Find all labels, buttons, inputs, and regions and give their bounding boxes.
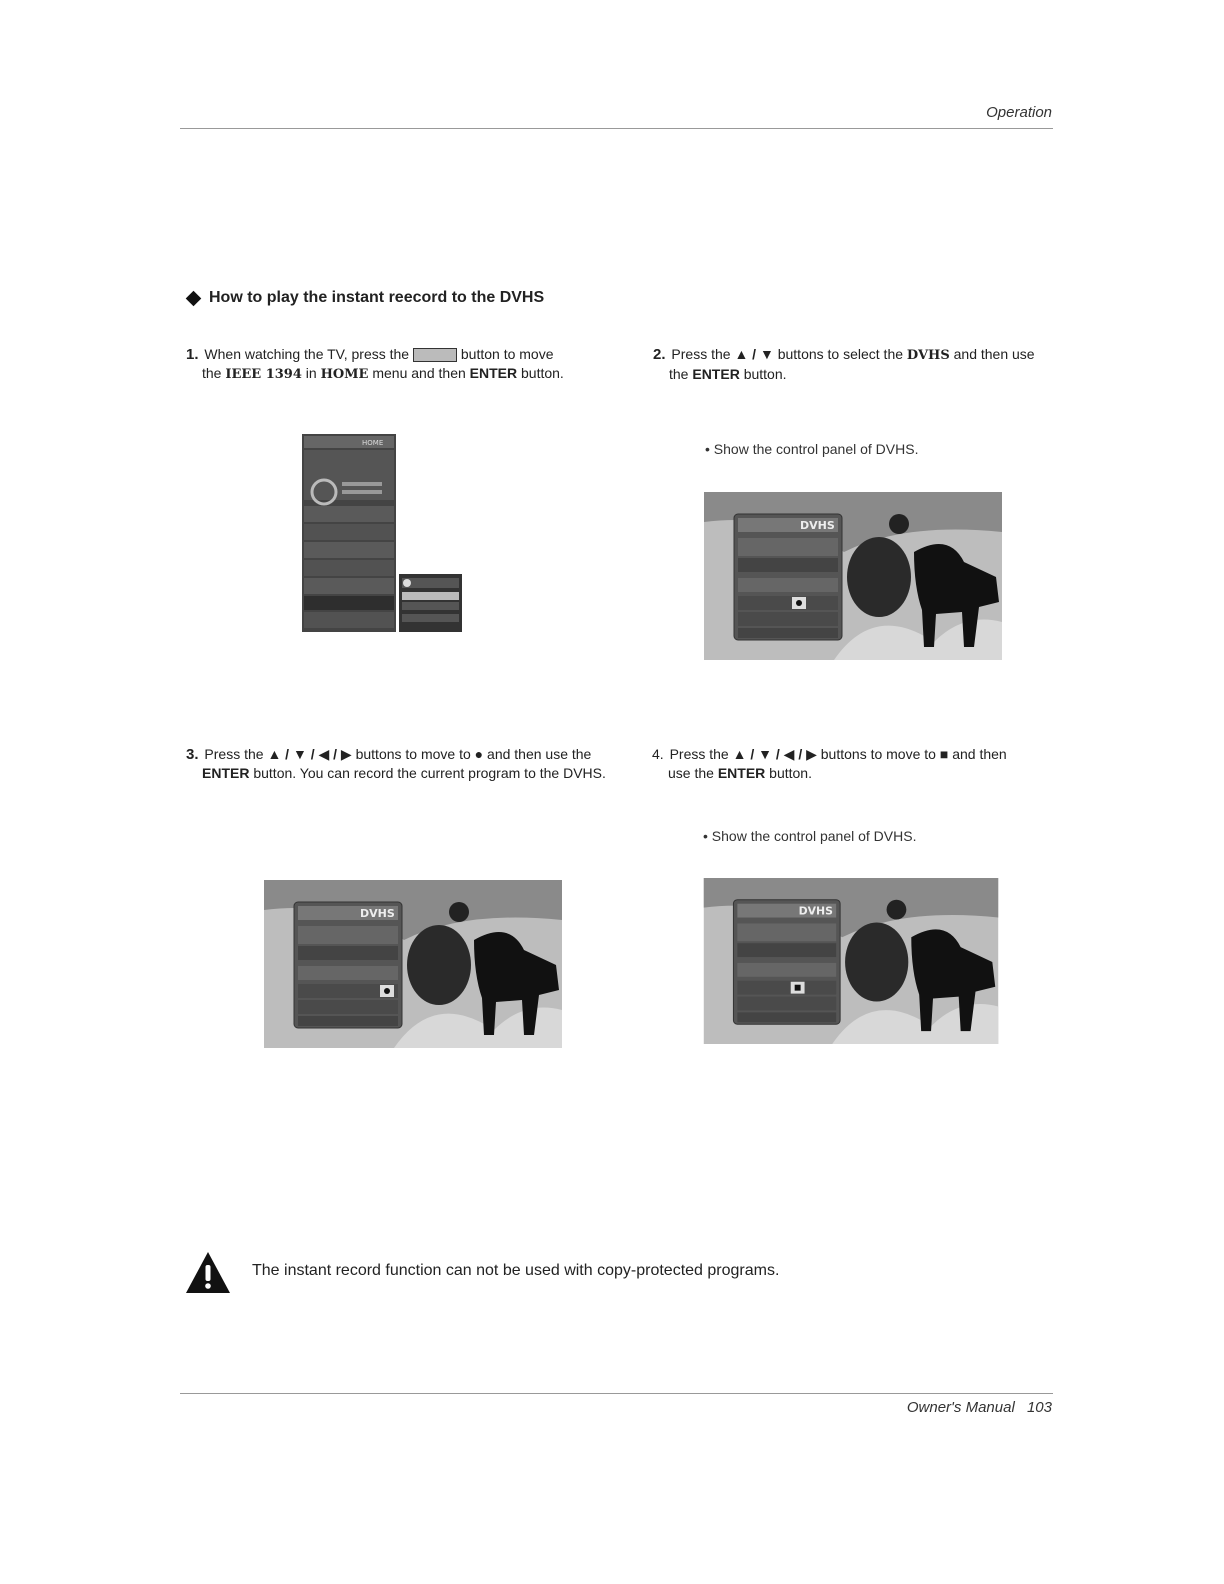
dvhs-label: DVHS bbox=[906, 348, 950, 363]
dvhs-panel-graphic bbox=[704, 492, 1002, 660]
step-text: Press the bbox=[204, 746, 264, 762]
section-header: Operation bbox=[986, 104, 1052, 121]
dvhs-panel-label: DVHS bbox=[800, 519, 835, 532]
enter-label: ENTER bbox=[202, 765, 250, 781]
page-number: 103 bbox=[1026, 1399, 1052, 1416]
step-text: button. You can record the current program to the DVHS. bbox=[253, 765, 606, 781]
step-1 bbox=[186, 345, 636, 384]
step-2-note: • Show the control panel of DVHS. bbox=[705, 441, 919, 457]
step-text: Press the bbox=[669, 746, 729, 762]
step-text: and then use the bbox=[487, 746, 592, 762]
step-text: When watching the TV, press the bbox=[204, 346, 410, 362]
dvhs-panel-screenshot-2 bbox=[264, 880, 562, 1048]
step-text: button. bbox=[743, 366, 787, 382]
warning-icon bbox=[185, 1250, 231, 1294]
warning-text: The instant record function can not be used with copy-protected programs. bbox=[252, 1262, 780, 1279]
diamond-bullet-icon bbox=[186, 290, 202, 306]
arrow-keys-icon: ▲ / ▼ / ◀ / ▶ bbox=[732, 746, 817, 762]
record-symbol-icon: ● bbox=[474, 746, 484, 762]
step-4 bbox=[652, 745, 1062, 783]
manual-name: Owner's Manual bbox=[906, 1399, 1015, 1416]
step-number: 1. bbox=[186, 346, 199, 363]
section-title bbox=[188, 289, 544, 307]
step-text: in bbox=[305, 365, 317, 381]
arrow-keys-icon: ▲ / ▼ bbox=[734, 346, 774, 362]
step-text: button. bbox=[769, 765, 812, 781]
step-number: 2. bbox=[653, 346, 666, 363]
step-text: buttons to move to bbox=[820, 746, 936, 762]
step-text: the bbox=[669, 366, 689, 382]
section-title-text: How to play the instant reecord to the DVHS bbox=[209, 289, 545, 306]
remote-button-icon bbox=[413, 348, 457, 362]
step-number: 3. bbox=[186, 746, 199, 763]
footer-rule bbox=[180, 1393, 1053, 1394]
dvhs-panel-label: DVHS bbox=[360, 907, 395, 920]
dvhs-panel-screenshot-1 bbox=[704, 492, 1002, 660]
ieee-label: IEEE 1394 bbox=[225, 367, 302, 382]
step-text: and then bbox=[952, 746, 1007, 762]
home-menu-screenshot bbox=[302, 434, 462, 632]
step-4-note: • Show the control panel of DVHS. bbox=[703, 828, 917, 844]
page-footer bbox=[907, 1399, 1052, 1416]
step-text: the bbox=[202, 365, 222, 381]
step-text: buttons to move to bbox=[355, 746, 471, 762]
step-number: 4. bbox=[652, 746, 664, 762]
step-text: button. bbox=[521, 365, 564, 381]
stop-symbol-icon: ■ bbox=[939, 746, 949, 762]
dvhs-panel-screenshot-3 bbox=[702, 878, 1000, 1044]
step-text: use the bbox=[668, 765, 714, 781]
step-2 bbox=[653, 345, 1063, 384]
dvhs-panel-label: DVHS bbox=[798, 904, 833, 918]
enter-label: ENTER bbox=[469, 365, 518, 381]
dvhs-panel-graphic bbox=[264, 880, 562, 1048]
dvhs-panel-graphic bbox=[702, 878, 1000, 1044]
header-rule bbox=[180, 128, 1053, 129]
home-menu-header: HOME bbox=[362, 439, 384, 447]
step-text: button to move bbox=[460, 346, 554, 362]
home-menu-graphic bbox=[302, 434, 462, 632]
home-label: HOME bbox=[320, 367, 369, 382]
step-text: menu and then bbox=[372, 365, 466, 381]
step-text: Press the bbox=[671, 346, 731, 362]
enter-label: ENTER bbox=[717, 765, 766, 781]
arrow-keys-icon: ▲ / ▼ / ◀ / ▶ bbox=[267, 746, 352, 762]
step-3 bbox=[186, 745, 646, 783]
enter-label: ENTER bbox=[692, 366, 740, 382]
step-text: buttons to select the bbox=[777, 346, 904, 362]
step-text: and then use bbox=[953, 346, 1035, 362]
